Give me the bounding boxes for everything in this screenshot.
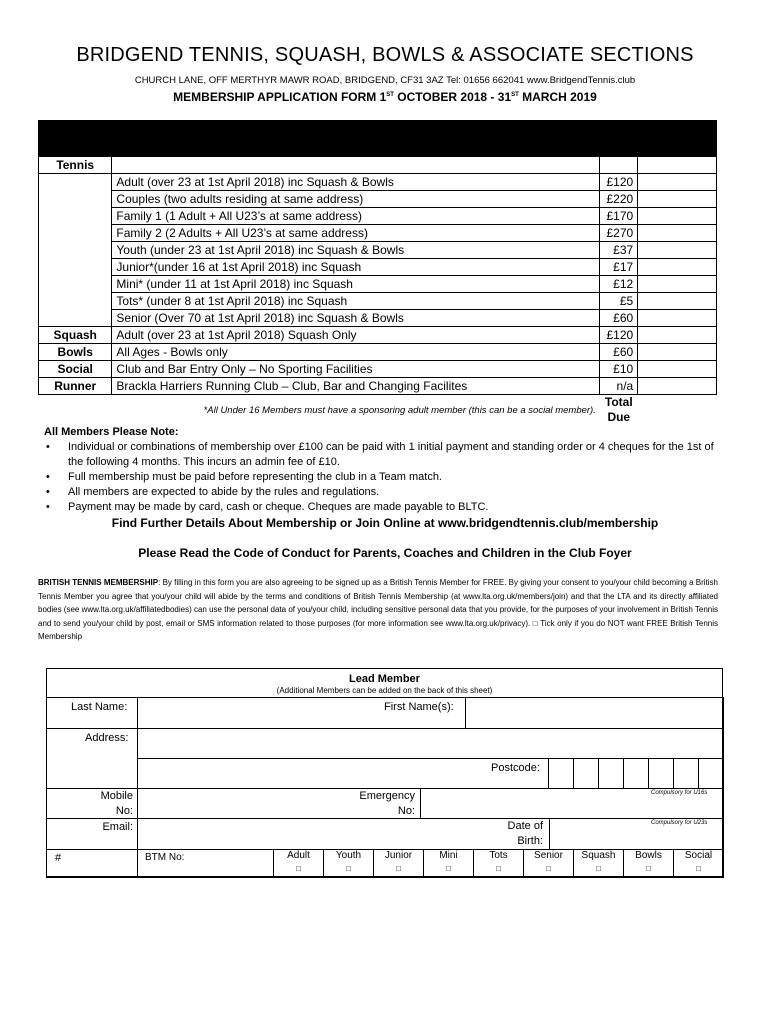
category-bowls: Bowls xyxy=(39,344,112,361)
membership-desc: Adult (over 23 at 1st April 2018) inc Squash & Bowls xyxy=(112,174,600,191)
address-field[interactable] xyxy=(137,728,724,759)
table-header-cell xyxy=(39,121,717,157)
membership-desc: Tots* (under 8 at 1st April 2018) inc Squash xyxy=(112,293,600,310)
notes-heading: All Members Please Note: xyxy=(44,426,179,438)
desc-cell xyxy=(112,157,600,174)
price-cell xyxy=(600,157,638,174)
email-label: Email: xyxy=(102,821,133,833)
bts-body: : By filling in this form you are also agreeing to be signed up as a British Tennis Member for FREE. By giving your consent to you/your child becoming a British Tennis Member you agree that you/your child will abide by the terms and conditions of British Tennis Membership (at www.lta.org.uk/members/join) and that the LTA and its directly affiliated bodies (see www.lta.org.uk/affiliatedbodies) can use the personal data of you/your child, including sensitive personal data that you provide, for the purposes of your involvement in British Tennis and to send you/your child by post, email or SMS information related to those purposes (for more information see www.lta.org.uk/privacy). □ Tick only if you do NOT want FREE British Tennis Membership xyxy=(38,578,718,641)
table-row xyxy=(39,293,717,310)
membership-desc: All Ages - Bowls only xyxy=(112,344,600,361)
address-label: Address: xyxy=(85,732,129,744)
membership-price: £120 xyxy=(600,327,638,344)
category-tots-label: Tots xyxy=(489,850,508,861)
postcode-box[interactable] xyxy=(673,758,699,789)
category-bowls-label: Bowls xyxy=(635,850,662,861)
code-of-conduct-notice: Please Read the Code of Conduct for Parents, Coaches and Children in the Club Foyer xyxy=(138,546,632,560)
table-row xyxy=(39,310,717,327)
category-social: Social xyxy=(39,361,112,378)
membership-desc: Senior (Over 70 at 1st April 2018) inc Squash & Bowls xyxy=(112,310,600,327)
first-names-field[interactable] xyxy=(465,697,724,729)
membership-price: £17 xyxy=(600,259,638,276)
checkbox-icon[interactable]: □ xyxy=(396,864,401,873)
checkbox-icon[interactable]: □ xyxy=(546,864,551,873)
list-item: • Full membership must be paid before representing the club in a Team match. xyxy=(44,470,724,485)
member-number-label: # xyxy=(55,852,62,864)
club-title: BRIDGEND TENNIS, SQUASH, BOWLS & ASSOCIATE SECTIONS xyxy=(76,44,694,66)
membership-desc: Youth (under 23 at 1st April 2018) inc Squash & Bowls xyxy=(112,242,600,259)
category-senior-label: Senior xyxy=(534,850,563,861)
dob-label-2: Birth: xyxy=(517,835,543,847)
table-row xyxy=(39,276,717,293)
category-squash: Squash xyxy=(39,327,112,344)
btm-number-label: BTM No: xyxy=(145,852,185,863)
table-row xyxy=(39,344,717,361)
select-cell[interactable] xyxy=(638,225,717,242)
total-due-field[interactable] xyxy=(638,395,717,426)
checkbox-icon[interactable]: □ xyxy=(346,864,351,873)
category-junior-label: Junior xyxy=(384,850,413,861)
british-tennis-membership-text xyxy=(38,576,718,644)
postcode-label: Postcode: xyxy=(491,762,540,774)
checkbox-icon[interactable]: □ xyxy=(646,864,651,873)
category-social-label: Social xyxy=(684,850,713,861)
select-cell[interactable] xyxy=(638,157,717,174)
membership-price: £170 xyxy=(600,208,638,225)
list-item: • Payment may be made by card, cash or cheque. Cheques are made payable to BLTC. xyxy=(44,500,724,515)
checkbox-icon[interactable]: □ xyxy=(496,864,501,873)
table-row xyxy=(39,174,717,191)
membership-desc: Club and Bar Entry Only – No Sporting Facilities xyxy=(112,361,600,378)
table-row xyxy=(39,157,717,174)
category-tennis: Tennis xyxy=(39,157,112,174)
compulsory-u23-note: Compulsory for U23s xyxy=(651,820,708,826)
table-row xyxy=(39,242,717,259)
bts-label: BRITISH TENNIS MEMBERSHIP xyxy=(38,578,159,587)
compulsory-u16-note: Compulsory for U16s xyxy=(651,790,708,796)
find-details-link[interactable]: Find Further Details About Membership or Join Online at www.bridgendtennis.club/membership xyxy=(111,516,659,530)
lead-member-title: Lead Member xyxy=(349,673,420,685)
select-cell[interactable] xyxy=(638,259,717,276)
postcode-box[interactable] xyxy=(548,758,574,789)
membership-price: £12 xyxy=(600,276,638,293)
select-cell[interactable] xyxy=(638,208,717,225)
category-adult-label: Adult xyxy=(287,850,310,861)
lead-member-subtitle: (Additional Members can be added on the back of this sheet) xyxy=(276,686,493,695)
select-cell[interactable] xyxy=(638,174,717,191)
postcode-box[interactable] xyxy=(698,758,724,789)
category-mini-label: Mini xyxy=(439,850,458,861)
membership-desc: Couples (two adults residing at same address) xyxy=(112,191,600,208)
select-cell[interactable] xyxy=(638,276,717,293)
table-row xyxy=(39,327,717,344)
select-cell[interactable] xyxy=(638,344,717,361)
category-squash-label: Squash xyxy=(581,850,616,861)
lead-member-form xyxy=(46,668,723,877)
list-item: • Individual or combinations of membership over £100 can be paid with 1 initial payment and standing order or 4 cheques for the 1st of the following 4 months. This incurs an admin fee of £10. xyxy=(44,440,724,470)
list-item: • All members are expected to abide by the rules and regulations. xyxy=(44,485,724,500)
postcode-box[interactable] xyxy=(598,758,624,789)
checkbox-icon[interactable]: □ xyxy=(596,864,601,873)
select-cell[interactable] xyxy=(638,293,717,310)
select-cell[interactable] xyxy=(638,378,717,395)
membership-price: £10 xyxy=(600,361,638,378)
mobile-label-2: No: xyxy=(115,805,133,817)
footnote-row xyxy=(39,395,717,426)
checkbox-icon[interactable]: □ xyxy=(296,864,301,873)
table-header-bar xyxy=(39,121,717,157)
emergency-label: Emergency xyxy=(359,790,415,802)
dob-label: Date of xyxy=(507,820,543,832)
membership-price: £220 xyxy=(600,191,638,208)
category-youth-label: Youth xyxy=(335,850,362,861)
under16-footnote: *All Under 16 Members must have a sponsoring adult member (this can be a social member). xyxy=(203,404,596,416)
membership-price: £270 xyxy=(600,225,638,242)
membership-price-table xyxy=(38,120,717,425)
table-row xyxy=(39,361,717,378)
checkbox-icon[interactable]: □ xyxy=(446,864,451,873)
membership-desc: Adult (over 23 at 1st April 2018) Squash Only xyxy=(112,327,600,344)
membership-desc: Mini* (under 11 at 1st April 2018) inc Squash xyxy=(112,276,600,293)
table-row xyxy=(39,191,717,208)
form-title-sup: ST xyxy=(386,92,394,98)
last-name-label: Last Name: xyxy=(71,701,128,713)
table-row xyxy=(39,225,717,242)
membership-price: £60 xyxy=(600,344,638,361)
form-title-part: MARCH 2019 xyxy=(518,90,597,104)
category-runner: Runner xyxy=(39,378,112,395)
membership-desc: Family 1 (1 Adult + All U23’s at same address) xyxy=(112,208,600,225)
select-cell[interactable] xyxy=(638,242,717,259)
form-title-part: MEMBERSHIP APPLICATION FORM 1 xyxy=(173,90,387,104)
membership-price: £5 xyxy=(600,293,638,310)
mobile-label: Mobile xyxy=(100,790,133,802)
form-title xyxy=(0,90,770,104)
select-cell[interactable] xyxy=(638,310,717,327)
emergency-label-2: No: xyxy=(397,805,415,817)
table-row xyxy=(39,259,717,276)
table-row xyxy=(39,378,717,395)
membership-price: £60 xyxy=(600,310,638,327)
postcode-box[interactable] xyxy=(573,758,599,789)
postcode-box[interactable] xyxy=(623,758,649,789)
notes-list xyxy=(44,440,724,515)
first-names-label: First Name(s): xyxy=(384,701,454,713)
membership-price: £120 xyxy=(600,174,638,191)
select-cell[interactable] xyxy=(638,327,717,344)
membership-desc: Junior*(under 16 at 1st April 2018) inc Squash xyxy=(112,259,600,276)
checkbox-icon[interactable]: □ xyxy=(696,864,701,873)
postcode-box[interactable] xyxy=(648,758,674,789)
select-cell[interactable] xyxy=(638,361,717,378)
select-cell[interactable] xyxy=(638,191,717,208)
membership-desc: Family 2 (2 Adults + All U23’s at same address) xyxy=(112,225,600,242)
membership-price: £37 xyxy=(600,242,638,259)
club-address: CHURCH LANE, OFF MERTHYR MAWR ROAD, BRIDGEND, CF31 3AZ Tel: 01656 662041 www.BridgendTennis.club xyxy=(134,75,636,86)
member-notes xyxy=(44,425,724,515)
form-title-part: OCTOBER 2018 - 31 xyxy=(393,90,512,104)
address-line2-field[interactable] xyxy=(137,758,549,789)
form-title-sup: ST xyxy=(511,92,519,98)
membership-price: n/a xyxy=(600,378,638,395)
table-row xyxy=(39,208,717,225)
total-due-label: Total Due xyxy=(604,395,633,424)
membership-desc: Brackla Harriers Running Club – Club, Bar and Changing Facilites xyxy=(112,378,600,395)
